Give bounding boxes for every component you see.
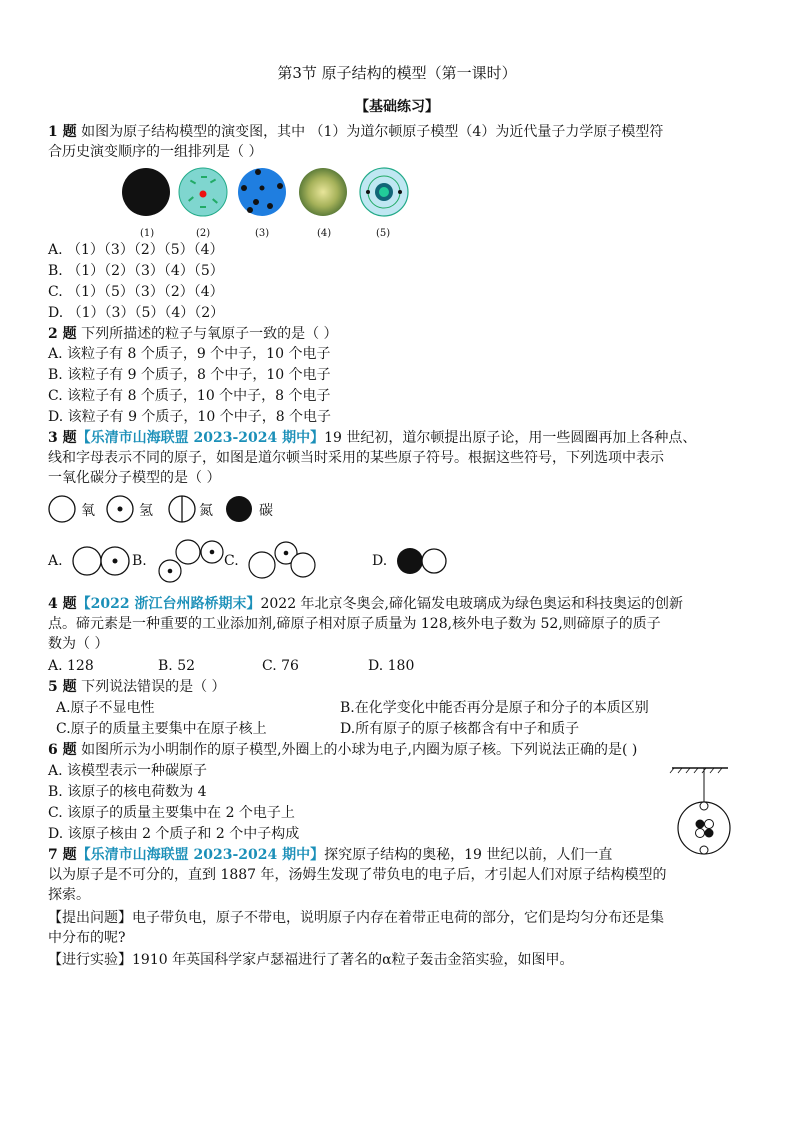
q3-stem-c: 一氧化碳分子模型的是（ ） [48, 470, 221, 486]
thomson-model-icon [179, 168, 227, 216]
q6-option-a[interactable]: A. 该模型表示一种碳原子 [48, 763, 208, 779]
q7-ask-label: 【提出问题】 [48, 910, 132, 926]
q7-exp: 1910 年英国科学家卢瑟福进行了著名的α粒子轰击金箔实验，如图甲。 [132, 952, 574, 968]
q6-number: 6 题 [48, 742, 77, 758]
q1-option-a[interactable]: A. （1）（3）（2）（5）（4） [48, 242, 224, 258]
q1-option-c[interactable]: C. （1）（5）（3）（2）（4） [48, 284, 224, 300]
q3-stem-a: 19 世纪初，道尔顿提出原子论，用一些圆圈再加上各种点、 [324, 430, 697, 446]
q2-option-c[interactable]: C. 该粒子有 8 个质子，10 个中子，8 个电子 [48, 388, 331, 404]
q6-option-d[interactable]: D. 该原子核由 2 个质子和 2 个中子构成 [48, 826, 300, 842]
q3-option-d-model[interactable] [396, 546, 452, 578]
q2-option-a[interactable]: A. 该粒子有 8 个质子，9 个中子，10 个电子 [48, 346, 331, 362]
q2-stem [48, 324, 338, 344]
caption-3: (3) [255, 228, 270, 239]
q5-number: 5 题 [48, 679, 77, 695]
q4-stem-c: 数为（ ） [48, 636, 109, 652]
q3-option-a-model[interactable] [72, 546, 134, 578]
oxygen-symbol-icon [49, 496, 75, 522]
legend-hydrogen: 氢 [139, 503, 153, 519]
bohr-dots-model-icon [238, 168, 286, 216]
q3-option-c-label[interactable]: C. [224, 553, 239, 569]
page-title: 第3节 原子结构的模型（第一课时） [277, 64, 517, 82]
q1-stem-line1 [48, 122, 663, 142]
q6-stem [48, 740, 637, 760]
q3-option-d-label[interactable]: D. [372, 553, 388, 569]
q2-option-d[interactable]: D. 该粒子有 9 个质子，10 个中子，8 个电子 [48, 409, 332, 425]
q4-source: 【2022 浙江台州路桥期末】 [76, 596, 261, 612]
q4-option-b[interactable]: B. 52 [158, 658, 196, 674]
q3-option-c-model[interactable] [248, 540, 318, 580]
q5-stem [48, 677, 226, 697]
caption-4: (4) [317, 228, 332, 239]
q5-option-d[interactable]: D.所有原子的原子核都含有中子和质子 [340, 721, 580, 737]
q2-number: 2 题 [48, 326, 77, 342]
q4-number: 4 题 [48, 596, 77, 612]
q1-stem-b: 合历史演变顺序的一组排列是（ ） [48, 144, 263, 160]
q5-stem-text: 下列说法错误的是（ ） [76, 679, 226, 695]
q7-experiment-line [48, 950, 574, 970]
q1-option-b[interactable]: B. （1）（2）（3）（4）（5） [48, 263, 224, 279]
q7-stem-a: 探究原子结构的奥秘，19 世纪以前，人们一直 [324, 847, 613, 863]
q7-exp-label: 【进行实验】 [48, 952, 132, 968]
legend-oxygen: 氧 [81, 503, 95, 519]
q7-stem-line1 [48, 845, 612, 865]
q3-option-b-label[interactable]: B. [132, 553, 147, 569]
q4-option-c[interactable]: C. 76 [262, 658, 299, 674]
carbon-symbol-icon [226, 496, 252, 522]
q3-option-a-label[interactable]: A. [48, 553, 63, 569]
q6-option-c[interactable]: C. 该原子的质量主要集中在 2 个电子上 [48, 805, 295, 821]
q1-option-d[interactable]: D. （1）（3）（5）（4）（2） [48, 305, 225, 321]
q3-source: 【乐清市山海联盟 2023-2024 期中】 [76, 430, 325, 446]
q5-option-c[interactable]: C.原子的质量主要集中在原子核上 [56, 721, 267, 737]
q3-number: 3 题 [48, 430, 77, 446]
q7-stem-c: 探索。 [48, 887, 90, 903]
q4-option-a[interactable]: A. 128 [48, 658, 94, 674]
q7-stem-b: 以为原子是不可分的，直到 1887 年，汤姆生发现了带负电的电子后，才引起人们对原子结构模型的 [48, 867, 667, 883]
dalton-model-icon [122, 168, 170, 216]
q3-stem-line1 [48, 428, 696, 448]
q1-stem-a: 如图为原子结构模型的演变图，其中 （1）为道尔顿原子模型（4）为近代量子力学原子模型符 [76, 124, 664, 140]
atom-model-figure [118, 168, 418, 224]
hanging-atom-model-figure [664, 764, 736, 860]
q5-option-a[interactable]: A.原子不显电性 [56, 700, 155, 716]
section-heading: 【基础练习】 [355, 99, 439, 115]
q4-option-d[interactable]: D. 180 [368, 658, 415, 674]
q2-stem-text: 下列所描述的粒子与氧原子一致的是（ ） [76, 326, 338, 342]
q3-option-b-model[interactable] [156, 538, 226, 584]
q6-stem-text: 如图所示为小明制作的原子模型,外圈上的小球为电子,内圈为原子核。下列说法正确的是( ) [76, 742, 638, 758]
q4-stem-line1 [48, 594, 683, 614]
q7-question-line1 [48, 908, 664, 928]
caption-1: (1) [140, 228, 155, 239]
q7-ask-b: 中分布的呢? [48, 930, 126, 946]
caption-2: (2) [196, 228, 211, 239]
legend-nitrogen: 氮 [199, 503, 213, 519]
q7-ask-a: 电子带负电，原子不带电，说明原子内存在着带正电荷的部分，它们是均匀分布还是集 [132, 910, 664, 926]
q3-stem-b: 线和字母表示不同的原子，如图是道尔顿当时采用的某些原子符号。根据这些符号，下列选项中表示 [48, 450, 664, 466]
q7-source: 【乐清市山海联盟 2023-2024 期中】 [76, 847, 325, 863]
q6-option-b[interactable]: B. 该原子的核电荷数为 4 [48, 784, 207, 800]
q4-stem-a: 2022 年北京冬奥会,碲化镉发电玻璃成为绿色奥运和科技奥运的创新 [260, 596, 683, 612]
legend-carbon: 碳 [259, 503, 273, 519]
q2-option-b[interactable]: B. 该粒子有 9 个质子，8 个中子，10 个电子 [48, 367, 331, 383]
q5-option-b[interactable]: B.在化学变化中能否再分是原子和分子的本质区别 [340, 700, 649, 716]
q7-number: 7 题 [48, 847, 77, 863]
shell-model-icon [360, 168, 408, 216]
caption-5: (5) [376, 228, 391, 239]
q1-number: 1 题 [48, 124, 77, 140]
q4-stem-b: 点。碲元素是一种重要的工业添加剂,碲原子相对原子质量为 128,核外电子数为 52,则碲原子的质子 [48, 616, 661, 632]
quantum-cloud-model-icon [299, 168, 347, 216]
